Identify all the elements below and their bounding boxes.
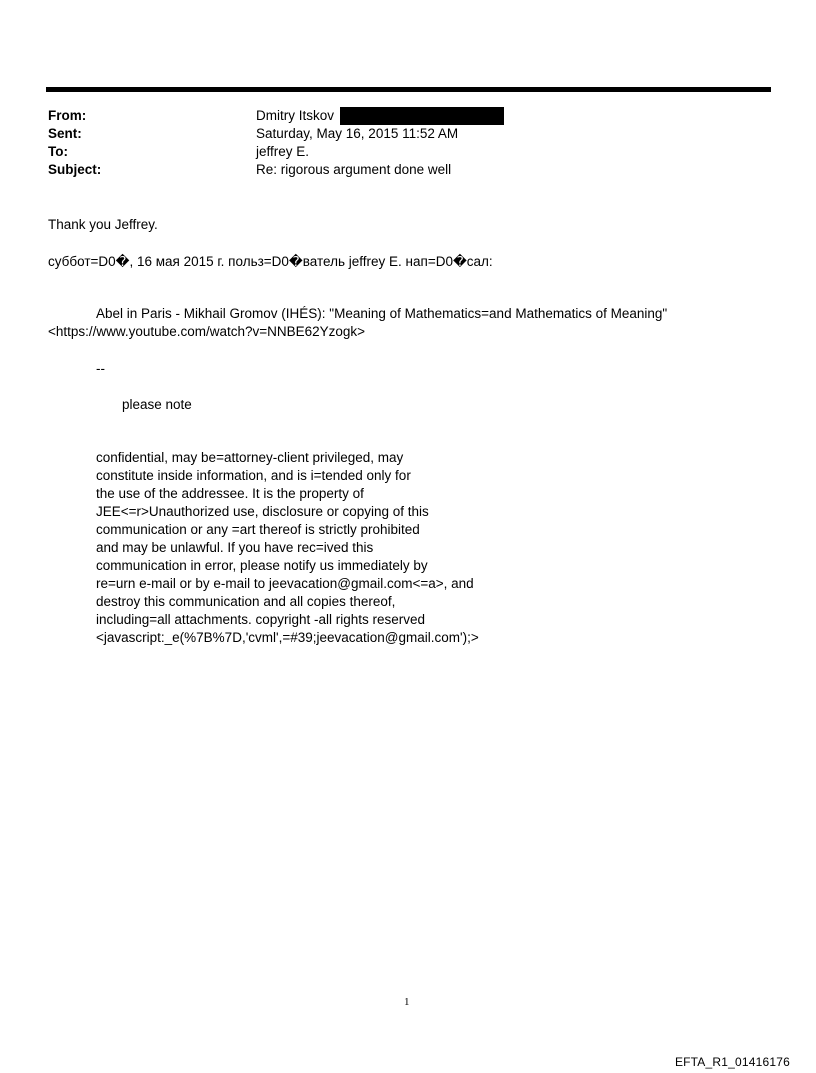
notice-line: communication in error, please notify us immediately by	[96, 558, 428, 573]
notice-line: the use of the addressee. It is the property of	[96, 486, 364, 501]
notice-line: confidential, may be=attorney-client privileged, may	[96, 450, 404, 465]
email-header	[48, 107, 504, 179]
quote-header: суббот=D0�, 16 мая 2015 г. польз=D0�ватель jeffrey E. нап=D0�сал:	[48, 254, 493, 269]
notice-line: including=all attachments. copyright -all rights reserved	[96, 612, 426, 627]
notice-line: communication or any =art thereof is strictly prohibited	[96, 522, 420, 537]
confidentiality-notice	[96, 449, 479, 647]
signature-separator: --	[96, 361, 105, 376]
sent-row	[48, 125, 504, 143]
subject-row	[48, 161, 504, 179]
video-url[interactable]: <https://www.youtube.com/watch?v=NNBE62Yzogk>	[48, 324, 366, 339]
notice-line: <javascript:_e(%7B%7D,'cvml',=#39;jeevacation@gmail.com');>	[96, 630, 479, 645]
subject-value: Re: rigorous argument done well	[256, 162, 452, 177]
please-note: please note	[122, 397, 192, 412]
document-id: EFTA_R1_01416176	[674, 1055, 790, 1069]
subject-label: Subject:	[48, 162, 102, 177]
notice-line: JEE<=r>Unauthorized use, disclosure or copying of this	[96, 504, 429, 519]
notice-line: destroy this communication and all copies thereof,	[96, 594, 396, 609]
to-row	[48, 143, 504, 161]
to-label: To:	[48, 144, 68, 159]
from-label: From:	[48, 108, 87, 123]
greeting: Thank you Jeffrey.	[48, 217, 158, 232]
sent-label: Sent:	[48, 126, 82, 141]
redaction-block	[340, 107, 504, 125]
quoted-link	[48, 305, 667, 341]
header-divider	[46, 87, 771, 92]
notice-line: re=urn e-mail or by e-mail to jeevacation@gmail.com<=a>, and	[96, 576, 474, 591]
sender-name: Dmitry Itskov	[256, 108, 335, 123]
sent-value: Saturday, May 16, 2015 11:52 AM	[256, 126, 459, 141]
from-value	[256, 107, 504, 125]
notice-line: constitute inside information, and is i=tended only for	[96, 468, 411, 483]
from-row	[48, 107, 504, 125]
video-title: Abel in Paris - Mikhail Gromov (IHÉS): "Meaning of Mathematics=and Mathematics of Meaning"	[96, 306, 668, 321]
notice-line: and may be unlawful. If you have rec=ived this	[96, 540, 374, 555]
to-value: jeffrey E.	[256, 144, 310, 159]
page-number: 1	[404, 996, 410, 1008]
